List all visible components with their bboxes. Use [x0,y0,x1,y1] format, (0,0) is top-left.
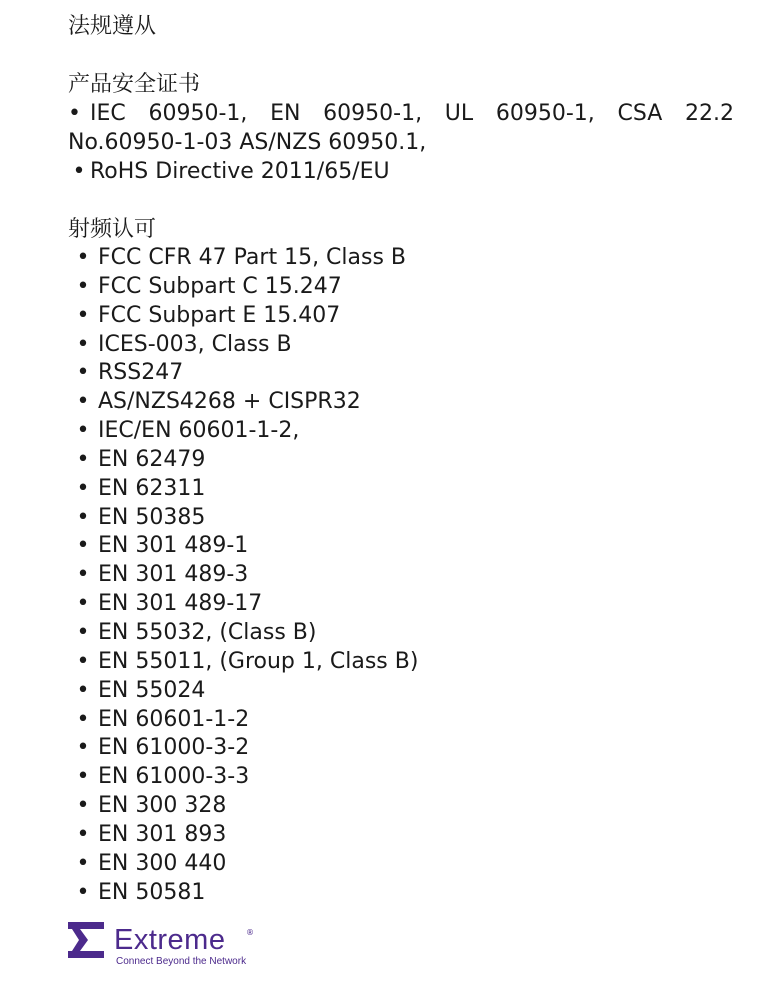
list-item-text: EN 62479 [98,446,206,472]
list-item-text: EN 62311 [98,475,206,501]
list-item [68,157,734,186]
list-item-text: EN 50385 [98,504,206,530]
bullet-icon: • [76,389,90,415]
list-item [68,792,418,821]
bullet-icon: • [76,446,90,472]
bullet-icon: • [76,735,90,761]
list-item-text: EN 60601-1-2 [98,706,250,732]
bullet-icon: • [76,245,90,270]
extreme-e-mark-icon [68,922,104,958]
bullet-icon: • [76,677,90,703]
list-item [68,763,418,792]
bullet-icon: • [76,850,90,876]
list-item [68,532,418,561]
bullet-icon: • [76,360,90,386]
page-title: 法规遵从 [68,14,157,39]
list-item-text: IEC 60950-1, EN 60950-1, UL 60950-1, CSA 22.2 No.60950-1-03 AS/NZS 60950.1, [68,101,734,155]
bullet-icon: • [76,591,90,617]
list-item-text: IEC/EN 60601-1-2, [98,418,300,444]
list-item [68,648,418,677]
radio-approvals-list [68,244,418,907]
list-item [68,879,418,908]
list-item [68,475,418,504]
list-item-text: EN 301 893 [98,821,227,847]
list-item [68,561,418,590]
list-item-text: EN 50581 [98,879,206,905]
list-item [68,446,418,475]
bullet-icon: • [76,533,90,559]
product-safety-heading: 产品安全证书 [68,72,201,97]
list-item [68,417,418,446]
logo-tagline: Connect Beyond the Network [116,956,247,967]
list-item [68,331,418,360]
list-item [68,821,418,850]
list-item-text: EN 300 328 [98,793,227,819]
extreme-networks-logo [68,920,268,972]
list-item [68,359,418,388]
list-item [68,850,418,879]
list-item-text: FCC CFR 47 Part 15, Class B [98,245,407,270]
list-item-text: FCC Subpart E 15.407 [98,302,341,328]
bullet-icon: • [76,648,90,674]
list-item-text: AS/NZS4268 + CISPR32 [98,389,361,415]
bullet-icon: • [76,475,90,501]
list-item [68,273,418,302]
list-item-text: EN 55032, (Class B) [98,619,317,645]
list-item [68,99,734,157]
product-safety-list [68,99,734,186]
logo-wordmark: Extreme [114,924,226,956]
list-item [68,677,418,706]
list-item-text: RSS247 [98,360,184,386]
list-item-text: EN 61000-3-2 [98,735,250,761]
bullet-icon: • [76,821,90,847]
list-item [68,590,418,619]
list-item [68,302,418,331]
list-item-text: EN 300 440 [98,850,227,876]
list-item-text: EN 301 489-3 [98,562,249,588]
list-item [68,734,418,763]
bullet-icon: • [72,159,86,184]
list-item [68,388,418,417]
bullet-icon: • [76,331,90,357]
list-item-text: EN 61000-3-3 [98,764,250,790]
list-item-text: RoHS Directive 2011/65/EU [90,159,390,184]
registered-mark: ® [246,928,254,937]
bullet-icon: • [76,879,90,905]
bullet-icon: • [76,504,90,530]
list-item [68,504,418,533]
radio-approvals-heading: 射频认可 [68,217,157,242]
list-item [68,244,418,273]
bullet-icon: • [76,418,90,444]
list-item-text: EN 55011, (Group 1, Class B) [98,648,419,674]
bullet-icon: • [76,764,90,790]
list-item-text: FCC Subpart C 15.247 [98,273,342,299]
list-item [68,619,418,648]
list-item-text: ICES-003, Class B [98,331,292,357]
bullet-icon: • [76,793,90,819]
list-item-text: EN 55024 [98,677,206,703]
list-item [68,706,418,735]
list-item-text: EN 301 489-1 [98,533,249,559]
bullet-icon: • [76,706,90,732]
list-item-text: EN 301 489-17 [98,591,263,617]
bullet-icon: • [76,273,90,299]
bullet-icon: • [76,562,90,588]
bullet-icon: • [76,619,90,645]
bullet-icon: • [76,302,90,328]
bullet-icon: • [68,101,81,126]
